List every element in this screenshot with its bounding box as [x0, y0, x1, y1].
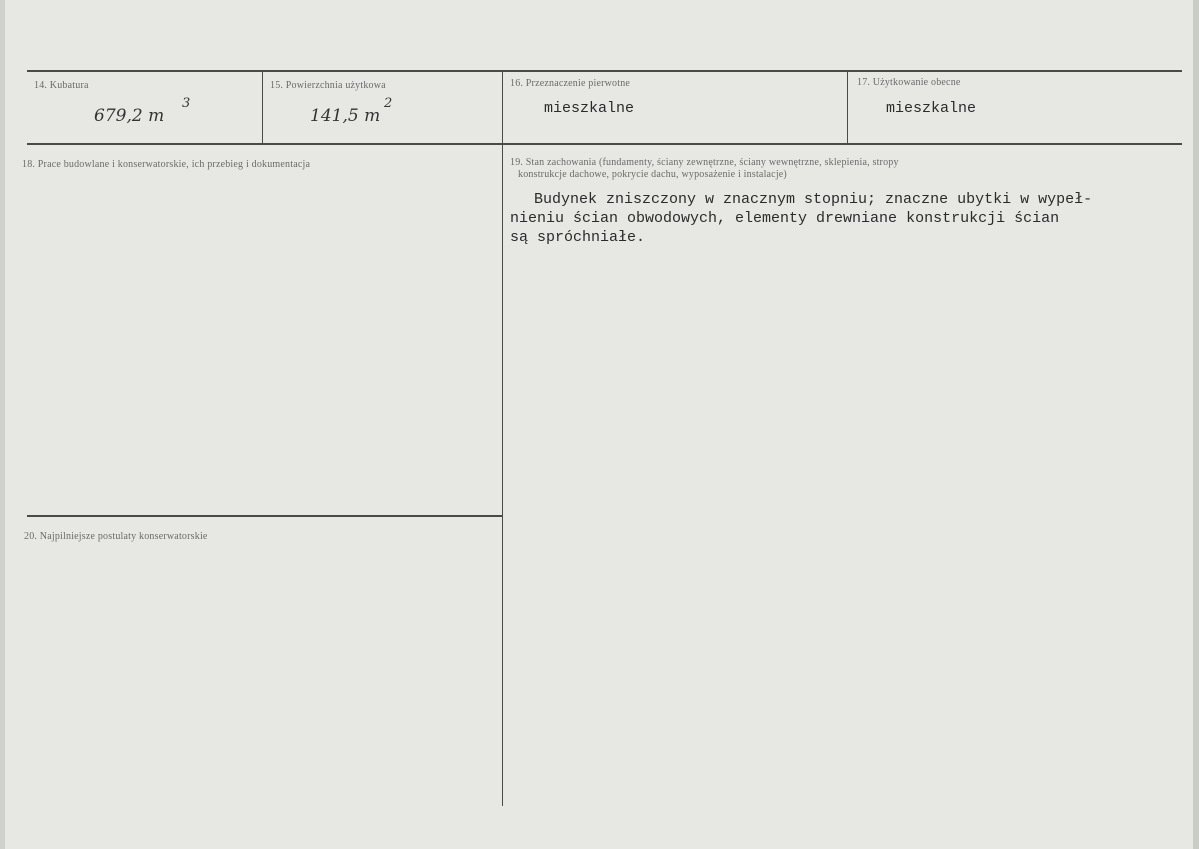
field-15-unit-exponent: 2 — [384, 96, 393, 111]
section-20-top-rule — [27, 515, 503, 517]
field-15-label: 15. Powierzchnia użytkowa — [270, 80, 386, 91]
field-16-label: 16. Przeznaczenie pierwotne — [510, 78, 631, 89]
field-17-label: 17. Użytkowanie obecne — [857, 77, 961, 88]
field-14-unit-exponent: 3 — [182, 96, 191, 111]
field-14-label: 14. Kubatura — [34, 80, 89, 91]
field-17-value: mieszkalne — [886, 100, 977, 117]
left-edge — [0, 0, 5, 849]
header-bottom-rule — [27, 143, 1182, 145]
field-15-value: 141,5 m — [310, 106, 381, 126]
field-19-label-line1: 19. Stan zachowania (fundamenty, ściany zewnętrzne, ściany wewnętrzne, sklepienia, stropy — [510, 157, 899, 168]
divider-16-17 — [847, 71, 848, 144]
field-19-text-line: są spróchniałe. — [510, 229, 646, 246]
divider-14-15 — [262, 71, 263, 144]
field-19-text-line: Budynek zniszczony w znacznym stopniu; znaczne ubytki w wypeł- — [534, 191, 1093, 208]
right-edge — [1193, 0, 1199, 849]
field-20-label: 20. Najpilniejsze postulaty konserwatorskie — [24, 531, 208, 542]
field-14-value: 679,2 m — [94, 106, 165, 126]
top-rule — [27, 70, 1182, 72]
field-16-value: mieszkalne — [544, 100, 635, 117]
divider-15-16 — [502, 71, 503, 806]
field-18-label: 18. Prace budowlane i konserwatorskie, ich przebieg i dokumentacja — [22, 159, 311, 170]
field-19-label-line2: konstrukcje dachowe, pokrycie dachu, wyposażenie i instalacje) — [518, 169, 787, 180]
field-19-text-line: nieniu ścian obwodowych, elementy drewniane konstrukcji ścian — [510, 210, 1060, 227]
